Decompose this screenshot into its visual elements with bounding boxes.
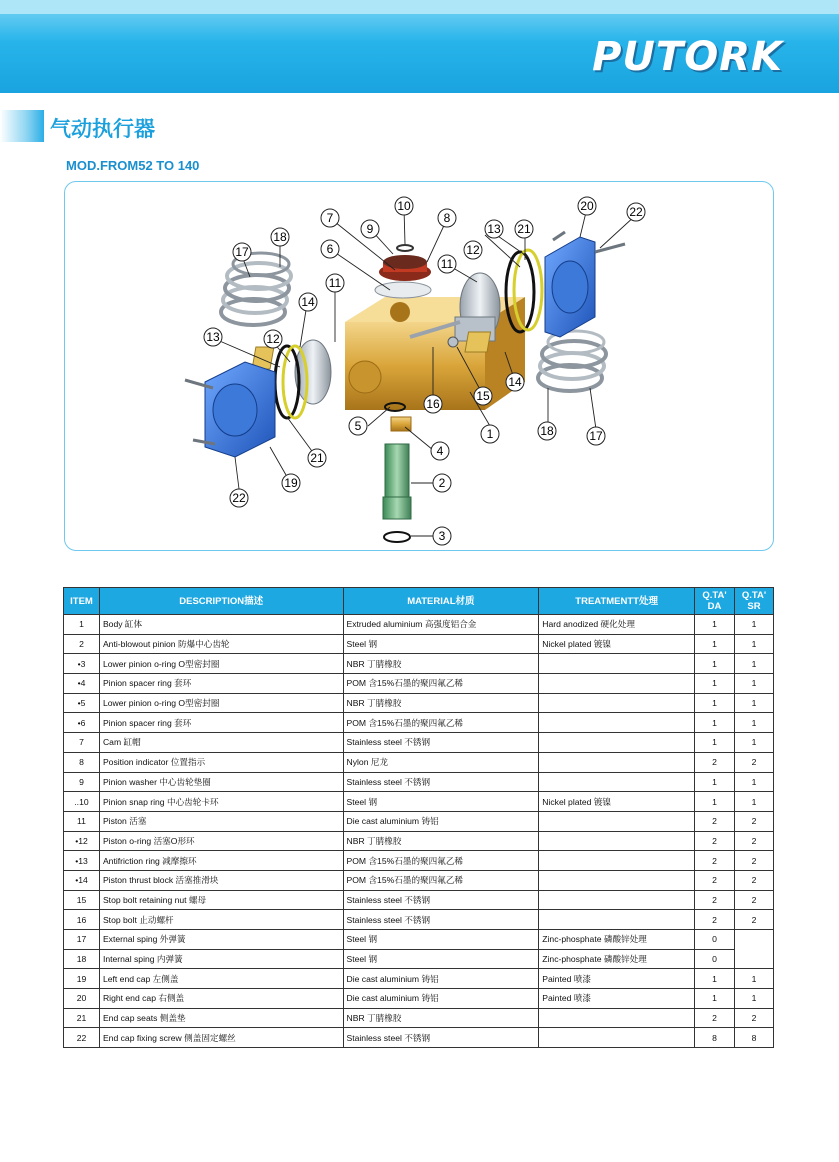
row-description: Pinion spacer ring 套环 (99, 713, 343, 733)
row-qta-da: 1 (695, 713, 735, 733)
row-item: 16 (64, 910, 100, 930)
row-material: NBR 丁腈橡胶 (343, 831, 539, 851)
row-item: 21 (64, 1008, 100, 1028)
table-header-row (64, 588, 774, 615)
callout-19 (282, 474, 300, 492)
header-qta-da: Q.TA' DA (695, 588, 735, 615)
row-qta-da: 1 (695, 693, 735, 713)
row-qta-sr: 1 (735, 693, 774, 713)
svg-text:21: 21 (310, 451, 324, 465)
parts-table (63, 587, 774, 1048)
row-description: Piston 活塞 (99, 811, 343, 831)
table-row (64, 654, 774, 674)
row-qta-da: 0 (695, 930, 735, 950)
section-title: 气动执行器 (50, 117, 155, 141)
row-material: NBR 丁腈橡胶 (343, 1008, 539, 1028)
svg-text:19: 19 (284, 476, 298, 490)
row-description: Position indicator 位置指示 (99, 752, 343, 772)
row-qta-da: 1 (695, 654, 735, 674)
row-item: 7 (64, 733, 100, 753)
callout-1 (481, 425, 499, 443)
row-item: •14 (64, 870, 100, 890)
table-row (64, 752, 774, 772)
row-description: Cam 缸帽 (99, 733, 343, 753)
row-qta-da: 2 (695, 811, 735, 831)
row-description: End cap fixing screw 侧盖固定螺丝 (99, 1028, 343, 1048)
callout-7 (321, 209, 339, 227)
table-row (64, 890, 774, 910)
row-qta-sr: 2 (735, 851, 774, 871)
header-item: ITEM (64, 588, 100, 615)
row-description: External sping 外弹簧 (99, 930, 343, 950)
row-item: ..10 (64, 792, 100, 812)
callout-22a (230, 489, 248, 507)
table-row (64, 772, 774, 792)
svg-text:5: 5 (354, 419, 362, 433)
row-qta-sr: 2 (735, 811, 774, 831)
row-material: Stainless steel 不锈钢 (343, 910, 539, 930)
row-item: 2 (64, 634, 100, 654)
right-piston (455, 273, 500, 352)
table-row (64, 811, 774, 831)
row-qta-da: 1 (695, 674, 735, 694)
row-item: •5 (64, 693, 100, 713)
row-item: •4 (64, 674, 100, 694)
row-description: Lower pinion o-ring O型密封圈 (99, 693, 343, 713)
row-treatment (539, 654, 695, 674)
callout-2 (433, 474, 451, 492)
row-material: Nylon 尼龙 (343, 752, 539, 772)
row-material: NBR 丁腈橡胶 (343, 654, 539, 674)
callout-12b (464, 241, 482, 259)
table-row (64, 910, 774, 930)
table-row (64, 930, 774, 950)
callout-11b (438, 255, 456, 273)
row-item: 8 (64, 752, 100, 772)
callout-4 (431, 442, 449, 460)
row-description: Right end cap 右侧盖 (99, 989, 343, 1009)
row-qta-sr: 1 (735, 772, 774, 792)
callout-9 (361, 220, 379, 238)
row-item: •6 (64, 713, 100, 733)
row-treatment (539, 831, 695, 851)
svg-text:12: 12 (466, 243, 480, 257)
row-material: Stainless steel 不锈钢 (343, 890, 539, 910)
row-description: Stop bolt 止动螺杆 (99, 910, 343, 930)
row-treatment (539, 811, 695, 831)
table-row (64, 851, 774, 871)
row-treatment (539, 733, 695, 753)
row-qta-sr: 1 (735, 969, 774, 989)
row-qta-sr: 2 (735, 1008, 774, 1028)
svg-text:8: 8 (443, 211, 451, 225)
table-row (64, 634, 774, 654)
row-qta-da: 1 (695, 615, 735, 635)
svg-text:17: 17 (235, 245, 249, 259)
svg-text:22: 22 (232, 491, 246, 505)
row-item: •13 (64, 851, 100, 871)
row-description: Left end cap 左侧盖 (99, 969, 343, 989)
svg-text:3: 3 (438, 529, 446, 543)
callout-21a (308, 449, 326, 467)
row-description: Body 缸体 (99, 615, 343, 635)
callout-18b (538, 422, 556, 440)
row-qta-da: 1 (695, 733, 735, 753)
row-material: Steel 钢 (343, 930, 539, 950)
table-row (64, 870, 774, 890)
row-description: Piston thrust block 活塞推滑块 (99, 870, 343, 890)
callout-13b (485, 220, 503, 238)
row-qta-da: 1 (695, 989, 735, 1009)
row-description: Pinion snap ring 中心齿轮卡环 (99, 792, 343, 812)
row-qta-da: 0 (695, 949, 735, 969)
left-spring-assembly (221, 253, 291, 325)
right-spring-assembly (538, 331, 606, 391)
row-material: POM 含15%石墨的聚四氟乙稀 (343, 851, 539, 871)
left-end-cap (185, 362, 275, 457)
row-material: Extruded aluminium 高强度铝合金 (343, 615, 539, 635)
row-material: POM 含15%石墨的聚四氟乙稀 (343, 870, 539, 890)
row-qta-sr: 1 (735, 792, 774, 812)
indicator-stack (375, 245, 431, 298)
row-qta-da: 2 (695, 831, 735, 851)
row-treatment (539, 772, 695, 792)
table-row (64, 792, 774, 812)
row-qta-sr (735, 930, 774, 969)
row-treatment (539, 1008, 695, 1028)
table-row (64, 989, 774, 1009)
row-description: Antifriction ring 减摩擦环 (99, 851, 343, 871)
row-material: Die cast aluminium 铸铝 (343, 811, 539, 831)
svg-text:11: 11 (328, 276, 342, 290)
model-range-title: MOD.FROM52 TO 140 (66, 158, 200, 173)
row-item: 1 (64, 615, 100, 635)
svg-text:10: 10 (397, 199, 411, 213)
row-material: Stainless steel 不锈钢 (343, 772, 539, 792)
row-qta-sr: 2 (735, 752, 774, 772)
callout-8 (438, 209, 456, 227)
row-qta-da: 8 (695, 1028, 735, 1048)
section-marker (0, 110, 44, 142)
callout-11a (326, 274, 344, 292)
table-row (64, 1028, 774, 1048)
row-qta-da: 1 (695, 634, 735, 654)
callout-17b (587, 427, 605, 445)
svg-text:22: 22 (629, 205, 643, 219)
svg-text:9: 9 (366, 222, 374, 236)
callout-13a (204, 328, 222, 346)
row-treatment (539, 674, 695, 694)
row-treatment: Nickel plated 镀镍 (539, 792, 695, 812)
row-treatment: Nickel plated 镀镍 (539, 634, 695, 654)
svg-text:12: 12 (266, 332, 280, 346)
brand-logo: PUTORK (592, 34, 783, 80)
svg-text:18: 18 (540, 424, 554, 438)
callout-10 (395, 197, 413, 215)
row-qta-sr: 1 (735, 634, 774, 654)
row-qta-da: 2 (695, 1008, 735, 1028)
callout-6 (321, 240, 339, 258)
row-item: •12 (64, 831, 100, 851)
svg-text:21: 21 (517, 222, 531, 236)
svg-text:14: 14 (508, 375, 522, 389)
svg-text:2: 2 (438, 476, 446, 490)
row-material: Steel 钢 (343, 792, 539, 812)
row-material: Stainless steel 不锈钢 (343, 1028, 539, 1048)
row-qta-da: 2 (695, 851, 735, 871)
row-material: Stainless steel 不锈钢 (343, 733, 539, 753)
callout-3 (433, 527, 451, 545)
table-row (64, 693, 774, 713)
callout-21b (515, 220, 533, 238)
right-end-cap (545, 232, 625, 337)
callout-22b (627, 203, 645, 221)
svg-text:18: 18 (273, 230, 287, 244)
table-row (64, 713, 774, 733)
callout-12a (264, 330, 282, 348)
row-qta-sr: 1 (735, 713, 774, 733)
header-material: MATERIAL材质 (343, 588, 539, 615)
row-item: 11 (64, 811, 100, 831)
row-qta-sr: 2 (735, 910, 774, 930)
row-description: End cap seats 侧盖垫 (99, 1008, 343, 1028)
row-treatment: Zinc-phosphate 磷酸锌处理 (539, 949, 695, 969)
row-description: Internal sping 内弹簧 (99, 949, 343, 969)
header-qta-sr: Q.TA' SR (735, 588, 774, 615)
header-banner (0, 0, 839, 93)
row-qta-sr: 1 (735, 674, 774, 694)
row-treatment: Hard anodized 硬化处理 (539, 615, 695, 635)
row-treatment: Painted 喷漆 (539, 969, 695, 989)
row-qta-da: 2 (695, 870, 735, 890)
row-treatment: Zinc-phosphate 磷酸锌处理 (539, 930, 695, 950)
row-material: POM 含15%石墨的聚四氟乙稀 (343, 674, 539, 694)
row-description: Piston o-ring 活塞O形环 (99, 831, 343, 851)
row-qta-sr: 2 (735, 831, 774, 851)
callout-5 (349, 417, 367, 435)
callout-20 (578, 197, 596, 215)
row-qta-da: 2 (695, 752, 735, 772)
exploded-view-drawing (65, 182, 774, 551)
row-item: 15 (64, 890, 100, 910)
row-qta-da: 1 (695, 772, 735, 792)
svg-text:16: 16 (426, 397, 440, 411)
row-qta-da: 2 (695, 890, 735, 910)
row-treatment (539, 910, 695, 930)
svg-text:17: 17 (589, 429, 603, 443)
row-item: 9 (64, 772, 100, 792)
row-description: Pinion spacer ring 套环 (99, 674, 343, 694)
header-treatment: TREATMENTT处理 (539, 588, 695, 615)
callout-17a (233, 243, 251, 261)
svg-text:7: 7 (326, 211, 334, 225)
row-material: Die cast aluminium 铸铝 (343, 989, 539, 1009)
row-qta-sr: 1 (735, 615, 774, 635)
table-row (64, 969, 774, 989)
svg-text:6: 6 (326, 242, 334, 256)
row-treatment (539, 890, 695, 910)
row-qta-sr: 2 (735, 870, 774, 890)
svg-text:13: 13 (206, 330, 220, 344)
svg-text:11: 11 (440, 257, 454, 271)
row-treatment (539, 693, 695, 713)
table-row (64, 615, 774, 635)
row-qta-sr: 1 (735, 654, 774, 674)
row-item: •3 (64, 654, 100, 674)
svg-text:13: 13 (487, 222, 501, 236)
header-description: DESCRIPTION描述 (99, 588, 343, 615)
parts-table-body (64, 615, 774, 1048)
row-treatment (539, 851, 695, 871)
row-treatment (539, 870, 695, 890)
row-treatment (539, 713, 695, 733)
row-item: 17 (64, 930, 100, 950)
row-description: Lower pinion o-ring O型密封圈 (99, 654, 343, 674)
svg-text:1: 1 (486, 427, 494, 441)
row-material: NBR 丁腈橡胶 (343, 693, 539, 713)
callout-14b (506, 373, 524, 391)
row-material: Steel 钢 (343, 634, 539, 654)
row-qta-da: 1 (695, 969, 735, 989)
table-row (64, 733, 774, 753)
svg-text:4: 4 (436, 444, 444, 458)
row-qta-sr: 8 (735, 1028, 774, 1048)
row-description: Stop bolt retaining nut 螺母 (99, 890, 343, 910)
svg-text:14: 14 (301, 295, 315, 309)
row-item: 18 (64, 949, 100, 969)
pinion-assembly (383, 403, 411, 542)
exploded-view-diagram (64, 181, 774, 551)
table-row (64, 949, 774, 969)
callout-18a (271, 228, 289, 246)
row-material: Steel 钢 (343, 949, 539, 969)
row-qta-sr: 1 (735, 733, 774, 753)
table-row (64, 831, 774, 851)
table-row (64, 1008, 774, 1028)
row-qta-sr: 2 (735, 890, 774, 910)
row-qta-sr: 1 (735, 989, 774, 1009)
row-item: 20 (64, 989, 100, 1009)
svg-text:20: 20 (580, 199, 594, 213)
row-treatment (539, 752, 695, 772)
row-treatment: Painted 喷漆 (539, 989, 695, 1009)
row-description: Anti-blowout pinion 防爆中心齿轮 (99, 634, 343, 654)
row-item: 19 (64, 969, 100, 989)
table-row (64, 674, 774, 694)
callout-15 (474, 387, 492, 405)
callout-14a (299, 293, 317, 311)
row-description: Pinion washer 中心齿轮垫圈 (99, 772, 343, 792)
row-treatment (539, 1028, 695, 1048)
row-material: POM 含15%石墨的聚四氟乙稀 (343, 713, 539, 733)
row-material: Die cast aluminium 铸铝 (343, 969, 539, 989)
svg-text:15: 15 (476, 389, 490, 403)
row-qta-da: 1 (695, 792, 735, 812)
row-qta-da: 2 (695, 910, 735, 930)
row-item: 22 (64, 1028, 100, 1048)
header-stripe (0, 0, 839, 14)
callout-16 (424, 395, 442, 413)
